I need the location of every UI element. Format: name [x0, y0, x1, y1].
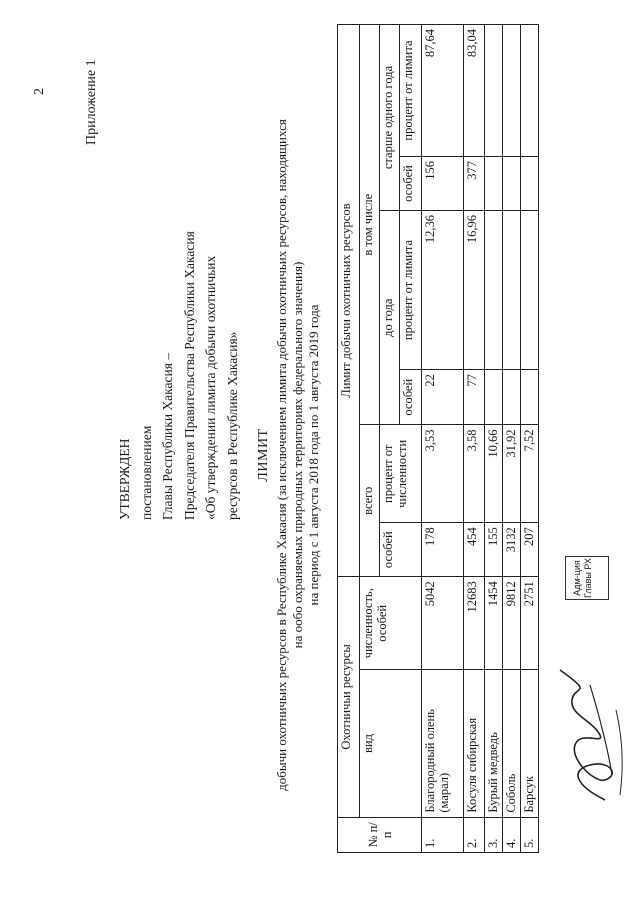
row-over-ind — [503, 157, 521, 211]
row-total: 3132 — [503, 523, 521, 577]
approval-line: постановлением — [138, 425, 154, 520]
row-total-pct: 3,58 — [464, 425, 485, 523]
header-under-individuals: особей — [400, 370, 422, 425]
stamp-line: Главы РХ — [583, 558, 593, 598]
row-total: 454 — [464, 523, 485, 577]
row-species: Соболь — [503, 670, 521, 817]
header-population: численность, особей — [360, 577, 422, 670]
row-under-ind: 77 — [464, 370, 485, 425]
approval-line: Главы Республики Хакасия – — [160, 352, 175, 520]
row-population: 1454 — [485, 577, 503, 670]
approval-line: УТВЕРЖДЕН — [117, 438, 132, 520]
row-under-ind: 22 — [422, 370, 464, 425]
row-over-ind: 377 — [464, 157, 485, 211]
row-num: 4. — [503, 817, 521, 852]
row-total: 207 — [521, 523, 539, 577]
title-heading: ЛИМИТ — [256, 428, 271, 482]
row-under-ind — [503, 370, 521, 425]
row-under-ind — [521, 370, 539, 425]
page-number: 2 — [32, 88, 47, 95]
row-over-pct: 83,04 — [464, 25, 485, 157]
row-over-pct — [521, 25, 539, 157]
row-under-pct — [521, 211, 539, 370]
document-title — [256, 25, 322, 885]
stamp — [565, 556, 609, 600]
header-over-individuals: особей — [400, 157, 422, 211]
row-over-pct: 87,64 — [422, 25, 464, 157]
header-under-year: до года — [380, 211, 400, 425]
row-under-pct: 12,36 — [422, 211, 464, 370]
limit-table — [337, 24, 539, 853]
table-row — [422, 25, 464, 853]
row-total-pct: 31,92 — [503, 425, 521, 523]
approval-line: ресурсов в Республике Хакасия» — [224, 331, 240, 520]
row-over-ind: 156 — [422, 157, 464, 211]
table-row — [521, 25, 539, 853]
row-under-pct: 16,96 — [464, 211, 485, 370]
header-num: № п/п — [338, 817, 422, 852]
header-over-pct: процент от лимита — [400, 25, 422, 157]
header-in-that: в том числе — [360, 25, 380, 425]
row-num: 2. — [464, 817, 485, 852]
row-under-ind — [485, 370, 503, 425]
row-over-pct — [503, 25, 521, 157]
header-pct-population: процент от численности — [380, 425, 422, 523]
row-species: Барсук — [521, 670, 539, 817]
row-num: 5. — [521, 817, 539, 852]
row-population: 5042 — [422, 577, 464, 670]
row-species: Благородный олень (марал) — [422, 670, 464, 817]
row-total-pct: 3,53 — [422, 425, 464, 523]
row-population: 2751 — [521, 577, 539, 670]
title-line: на ообо охраняемых природных территориях федерального значения) — [290, 261, 305, 649]
header-vid: вид — [360, 670, 422, 817]
row-population: 12683 — [464, 577, 485, 670]
table-row — [503, 25, 521, 853]
title-line: на период с 1 августа 2018 года по 1 августа 2019 года — [306, 304, 321, 606]
row-num: 1. — [422, 817, 464, 852]
row-species: Косуля сибирская — [464, 670, 485, 817]
signature — [550, 665, 630, 805]
approval-block — [114, 100, 243, 520]
stamp-line: Адм-ция — [572, 560, 582, 596]
header-limit: Лимит добычи охотничьих ресурсов — [338, 25, 360, 577]
appendix-label: Приложение 1 — [84, 59, 99, 145]
row-over-pct — [485, 25, 503, 157]
row-over-ind — [521, 157, 539, 211]
header-under-pct: процент от лимита — [400, 211, 422, 370]
row-total: 178 — [422, 523, 464, 577]
row-total: 155 — [485, 523, 503, 577]
row-total-pct: 10,66 — [485, 425, 503, 523]
row-under-pct — [485, 211, 503, 370]
approval-line: «Об утверждении лимита добычи охотничьих — [203, 255, 218, 520]
row-num: 3. — [485, 817, 503, 852]
header-total: всего — [360, 425, 380, 577]
header-resources: Охотничьи ресурсы — [338, 577, 360, 817]
row-species: Бурый медведь — [485, 670, 503, 817]
table-row — [485, 25, 503, 853]
row-over-ind — [485, 157, 503, 211]
header-over-year: старше одного года — [380, 25, 400, 211]
title-line: добычи охотничьих ресурсов в Республике Хакасия (за исключением лимита добычи охотничьих ресурсов, находящихся — [274, 119, 289, 791]
row-population: 9812 — [503, 577, 521, 670]
approval-line: Председателя Правительства Республики Хакасия — [181, 231, 197, 520]
row-total-pct: 7,52 — [521, 425, 539, 523]
table-row — [464, 25, 485, 853]
row-under-pct — [503, 211, 521, 370]
header-total-individuals: особей — [380, 523, 422, 577]
